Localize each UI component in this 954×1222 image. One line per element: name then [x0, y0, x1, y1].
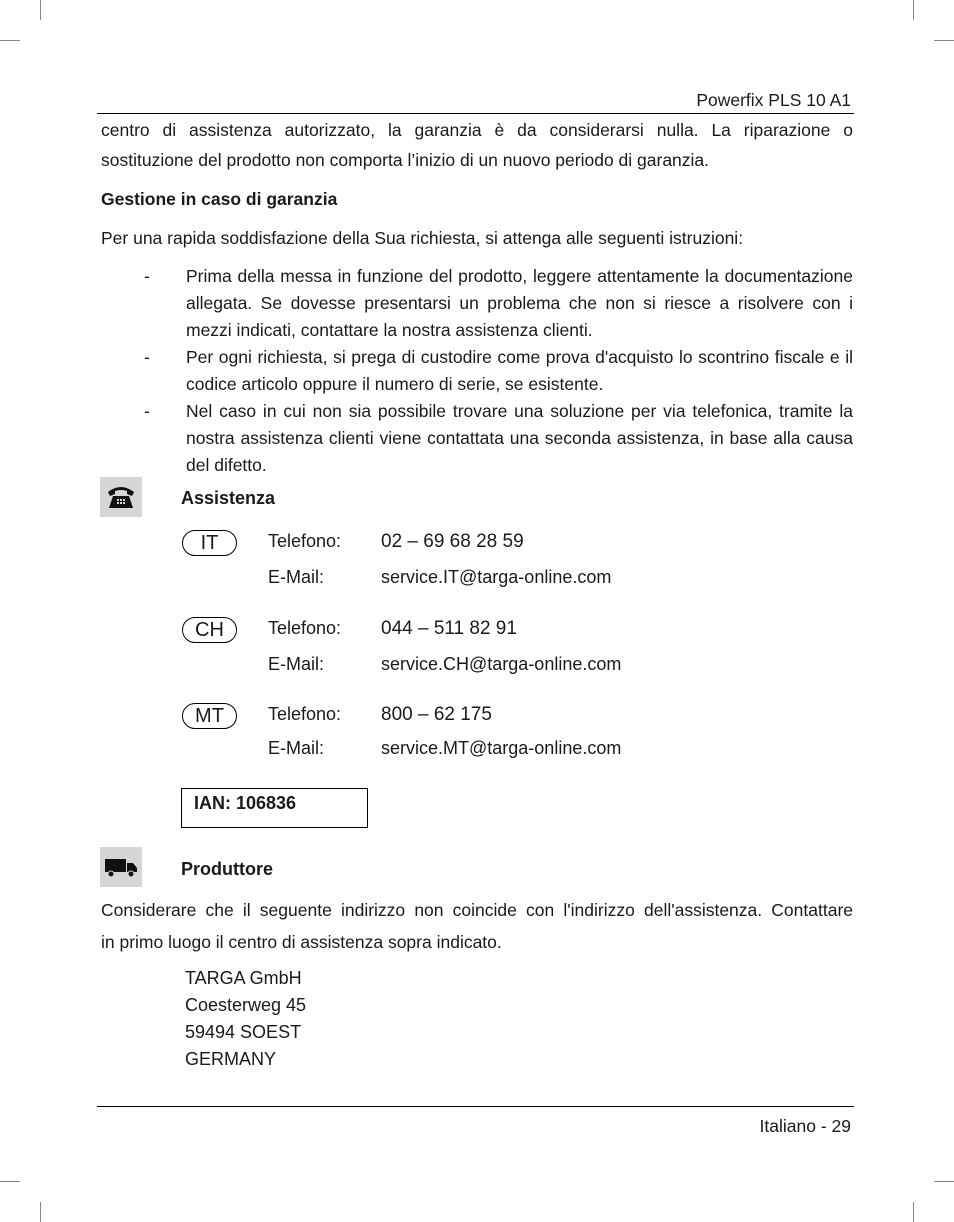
email-link[interactable]: service.CH@targa-online.com [381, 654, 622, 674]
producer-heading: Produttore [181, 859, 273, 879]
country-badge-mt: MT [182, 703, 237, 729]
phone-label: Telefono: [268, 704, 342, 724]
service-heading: Assistenza [181, 488, 276, 508]
crop-mark [40, 0, 41, 20]
phone-label: Telefono: [268, 531, 342, 551]
list-item: Prima della messa in funzione del prodotto, leggere attentamente la documentazione allegata. Se dovesse presentarsi un problema che non si riesce a risolvere con i mezzi indicati, contattare la nostra assistenza clienti. [186, 266, 853, 340]
crop-mark [913, 0, 914, 20]
header-title: Powerfix PLS 10 A1 [696, 90, 851, 110]
page-number: Italiano - 29 [759, 1116, 851, 1136]
telephone-icon [100, 477, 142, 517]
email-label: E-Mail: [268, 738, 325, 758]
ian-box: IAN: 106836 [181, 788, 368, 828]
email-link[interactable]: service.MT@targa-online.com [381, 738, 622, 758]
address-line: TARGA GmbH [185, 968, 302, 988]
warranty-heading: Gestione in caso di garanzia [101, 189, 338, 209]
email-label: E-Mail: [268, 654, 325, 674]
email-label: E-Mail: [268, 567, 325, 587]
header-rule [97, 113, 854, 114]
intro-line: sostituzione del prodotto non comporta l’inizio di un nuovo periodo di garanzia. [101, 150, 710, 170]
crop-mark [40, 1202, 41, 1222]
crop-mark [934, 1181, 954, 1182]
intro-line: centro di assistenza autorizzato, la garanzia è da considerarsi nulla. La riparazione o [101, 120, 853, 140]
phone-number: 02 – 69 68 28 59 [381, 531, 524, 552]
crop-mark [0, 1181, 20, 1182]
crop-mark [0, 40, 20, 41]
crop-mark [913, 1202, 914, 1222]
country-badge-ch: CH [182, 617, 237, 643]
list-dash: - [144, 266, 150, 286]
email-link[interactable]: service.IT@targa-online.com [381, 567, 612, 587]
warranty-lead: Per una rapida soddisfazione della Sua richiesta, si attenga alle seguenti istruzioni: [101, 228, 744, 248]
country-badge-it: IT [182, 530, 237, 556]
address-line: GERMANY [185, 1049, 277, 1069]
phone-label: Telefono: [268, 618, 342, 638]
address-line: 59494 SOEST [185, 1022, 302, 1042]
list-item: Per ogni richiesta, si prega di custodire come prova d'acquisto lo scontrino fiscale e il codice articolo oppure il numero di serie, se esistente. [186, 347, 853, 394]
list-dash: - [144, 347, 150, 367]
footer-rule [97, 1106, 854, 1107]
producer-note-line: Considerare che il seguente indirizzo non coincide con l'indirizzo dell'assistenza. Contattare [101, 900, 853, 920]
list-dash: - [144, 401, 150, 421]
phone-number: 044 – 511 82 91 [381, 618, 517, 639]
truck-icon [100, 847, 142, 887]
phone-number: 800 – 62 175 [381, 704, 492, 725]
producer-note-line: in primo luogo il centro di assistenza sopra indicato. [101, 932, 502, 952]
list-item: Nel caso in cui non sia possibile trovare una soluzione per via telefonica, tramite la nostra assistenza clienti viene contattata una seconda assistenza, in base alla causa del difetto. [186, 401, 853, 475]
address-line: Coesterweg 45 [185, 995, 307, 1015]
crop-mark [934, 40, 954, 41]
